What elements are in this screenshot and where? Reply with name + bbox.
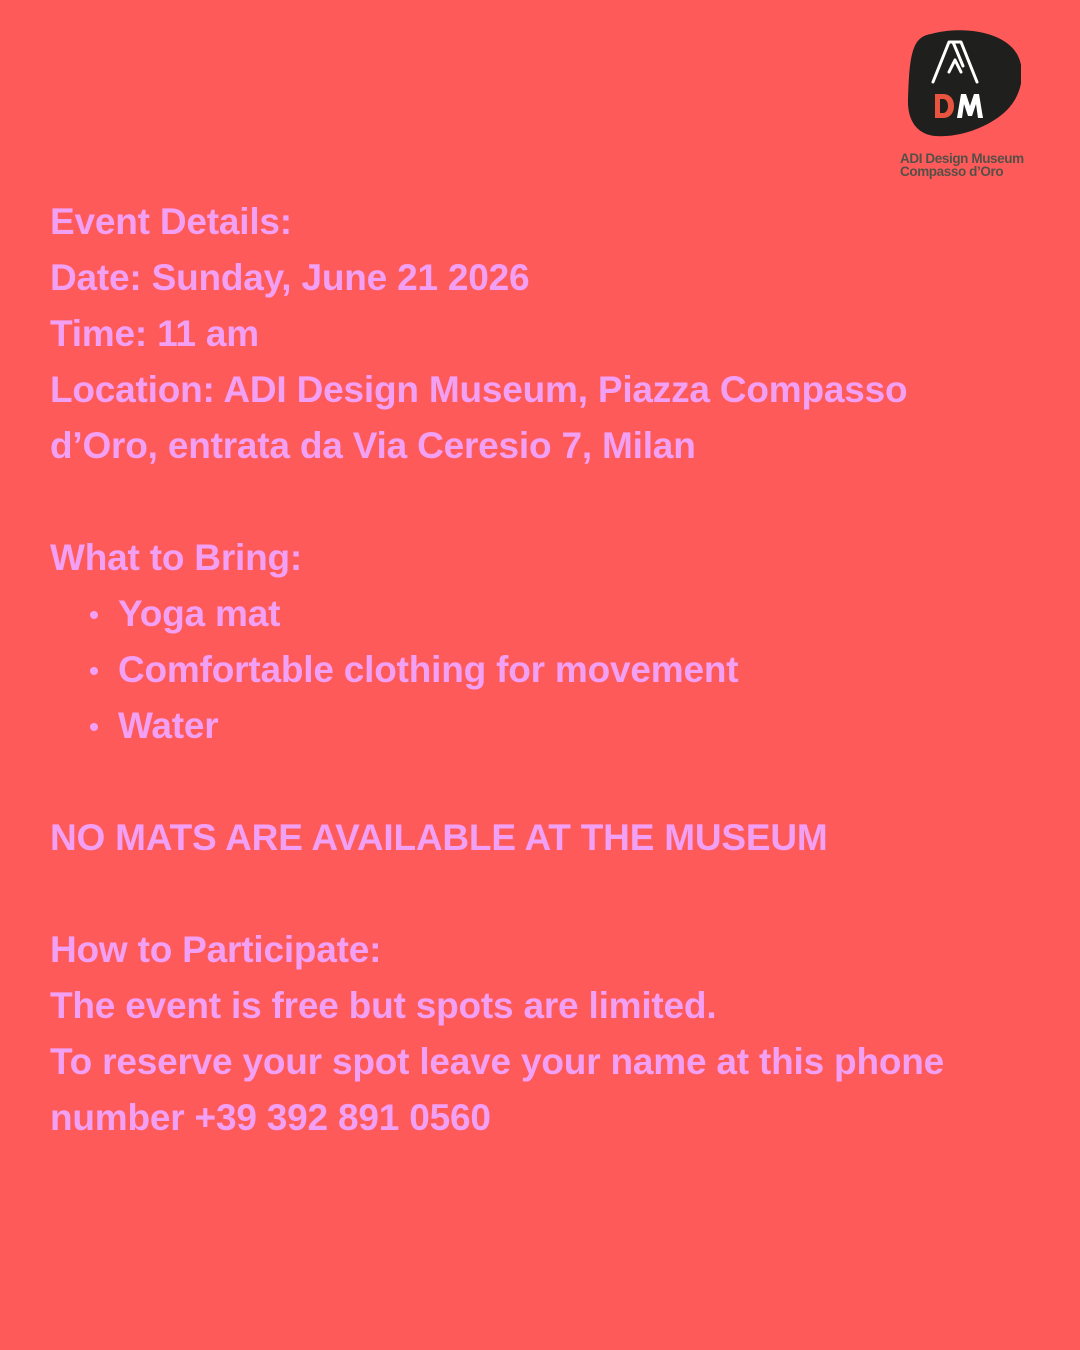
spacer xyxy=(50,754,1060,810)
bring-item-yoga-mat: Yoga mat xyxy=(118,593,281,634)
bullet-icon xyxy=(90,667,98,675)
bring-item-clothing: Comfortable clothing for movement xyxy=(118,649,739,690)
event-location-line-2: d’Oro, entrata da Via Ceresio 7, Milan xyxy=(50,425,696,466)
bring-list xyxy=(50,586,1060,754)
adi-logo-mark-icon xyxy=(903,26,1021,144)
bullet-icon xyxy=(90,723,98,731)
list-item xyxy=(50,642,1060,698)
event-details-heading: Event Details: xyxy=(50,201,292,242)
bring-item-water: Water xyxy=(118,705,219,746)
spacer xyxy=(50,474,1060,530)
spacer xyxy=(50,866,1060,922)
event-info xyxy=(50,194,1060,1146)
event-location-line-1: Location: ADI Design Museum, Piazza Compasso xyxy=(50,369,908,410)
participate-free-note: The event is free but spots are limited. xyxy=(50,985,717,1026)
list-item xyxy=(50,586,1060,642)
logo-wordmark xyxy=(900,152,1050,178)
participate-phone-number: number +39 392 891 0560 xyxy=(50,1097,491,1138)
participate-reserve-line-1: To reserve your spot leave your name at this phone xyxy=(50,1041,945,1082)
logo-line-1: ADI Design Museum xyxy=(900,151,1024,166)
adi-design-museum-logo xyxy=(898,26,1048,186)
event-date: Date: Sunday, June 21 2026 xyxy=(50,257,530,298)
what-to-bring-heading: What to Bring: xyxy=(50,537,303,578)
logo-line-2: Compasso d’Oro xyxy=(900,164,1004,179)
how-to-participate-heading: How to Participate: xyxy=(50,929,382,970)
no-mats-notice: NO MATS ARE AVAILABLE AT THE MUSEUM xyxy=(50,817,828,858)
bullet-icon xyxy=(90,611,98,619)
event-time: Time: 11 am xyxy=(50,313,259,354)
list-item xyxy=(50,698,1060,754)
